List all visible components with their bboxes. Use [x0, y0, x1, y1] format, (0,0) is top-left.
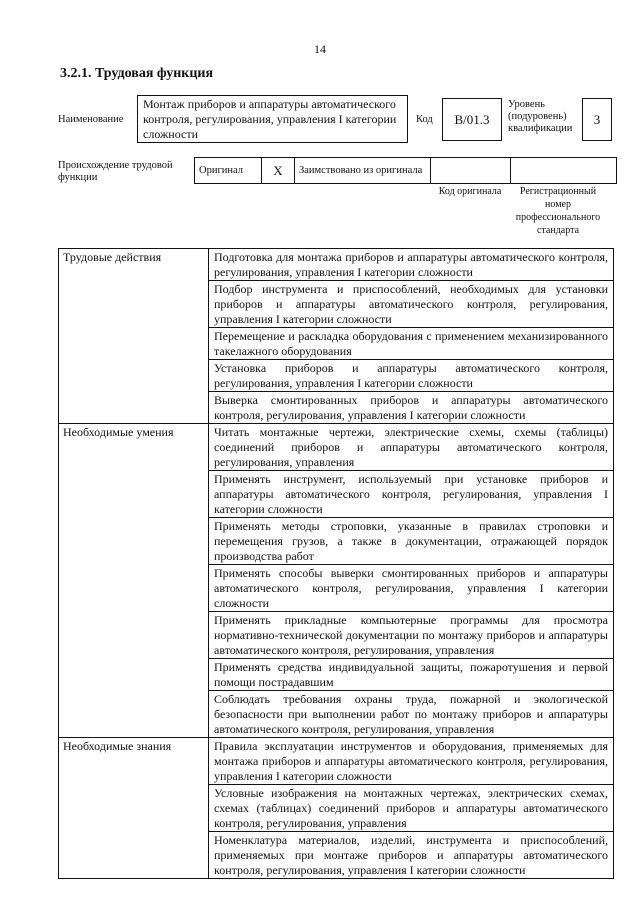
page-number: 14 — [314, 42, 326, 56]
borrowed-label: Заимствовано из оригинала — [299, 164, 423, 176]
code-label: Код — [416, 114, 433, 125]
table-cell: Перемещение и раскладка оборудования с применением механизированного такелажного оборудования — [209, 328, 614, 360]
table-cell: Применять способы выверки смонтированных приборов и аппаратуры автоматического контроля, регулирования, управления I категории сложности — [209, 565, 614, 612]
original-label: Оригинал — [199, 164, 243, 176]
table-cell: Выверка смонтированных приборов и аппаратуры автоматического контроля, регулирования, управления I категории сложности — [209, 392, 614, 424]
table-row — [59, 249, 614, 281]
table-cell: Подготовка для монтажа приборов и аппаратуры автоматического контроля, регулирования, управления I категории сложности — [209, 249, 614, 281]
code-original-cell — [431, 158, 511, 184]
table-cell: Применять инструмент, используемый при установке приборов и аппаратуры автоматического контроля, регулирования, управления I категории сложности — [209, 471, 614, 518]
code-original-label: Код оригинала — [438, 186, 502, 197]
section-title: 3.2.1. Трудовая функция — [60, 66, 214, 81]
origin-table — [194, 157, 617, 184]
level-label: Уровень (подуровень) квалификации — [508, 99, 573, 134]
table-cell: Подбор инструмента и приспособлений, необходимых для установки приборов и аппаратуры автоматического контроля, регулирования, управления I категории сложности — [209, 281, 614, 328]
original-mark-cell — [262, 158, 295, 184]
code-box — [442, 98, 502, 141]
table-row — [59, 738, 614, 785]
table-cell: Применять методы строповки, указанные в правилах строповки и перемещения грузов, а также в документации, отражающей порядок производства работ — [209, 518, 614, 565]
table-cell: Условные изображения на монтажных чертежах, электрических схемах, схемах (таблицах) соединений приборов и аппаратуры автоматического контроля, регулирования, управления — [209, 785, 614, 832]
table-cell: Установка приборов и аппаратуры автоматического контроля, регулирования, управления I категории сложности — [209, 360, 614, 392]
section-title-skills: Необходимые умения — [59, 424, 209, 738]
table-cell: Читать монтажные чертежи, электрические схемы, схемы (таблицы) соединений приборов и аппаратуры автоматического контроля, регулирования, управления — [209, 424, 614, 471]
function-table — [58, 248, 614, 879]
reg-number-label: Регистрационный номер профессионального стандарта — [515, 186, 601, 236]
original-mark: X — [273, 162, 283, 178]
reg-number-cell — [511, 158, 617, 184]
function-name-box — [137, 95, 408, 143]
table-cell: Применять прикладные компьютерные программы для просмотра нормативно-технической документации по монтажу приборов и аппаратуры автоматического контроля, регулирования, управления — [209, 612, 614, 659]
function-name-value: Монтаж приборов и аппаратуры автоматического контроля, регулирования, управления I категории сложности — [143, 97, 397, 141]
level-value: 3 — [593, 111, 601, 127]
table-cell: Правила эксплуатации инструментов и оборудования, применяемых для монтажа приборов и аппаратуры автоматического контроля, регулирования, управления I категории сложности — [209, 738, 614, 785]
level-box — [582, 98, 612, 141]
code-value: B/01.3 — [454, 111, 490, 127]
section-title-knowledge: Необходимые знания — [59, 738, 209, 879]
table-cell: Применять средства индивидуальной защиты, пожаротушения и первой помощи пострадавшим — [209, 659, 614, 691]
name-label: Наименование — [58, 114, 124, 125]
origin-label: Происхождение трудовой функции — [58, 160, 173, 183]
borrowed-cell — [295, 158, 431, 184]
table-cell: Номенклатура материалов, изделий, инструмента и приспособлений, применяемых при монтаже приборов и аппаратуры автоматического контроля, регулирования, управления I категории сложности — [209, 832, 614, 879]
table-cell: Соблюдать требования охраны труда, пожарной и экологической безопасности при выполнении работ по монтажу приборов и аппаратуры автоматического контроля, регулирования, управления — [209, 691, 614, 738]
table-row — [59, 424, 614, 471]
section-title-labor-actions: Трудовые действия — [59, 249, 209, 424]
original-cell — [195, 158, 262, 184]
